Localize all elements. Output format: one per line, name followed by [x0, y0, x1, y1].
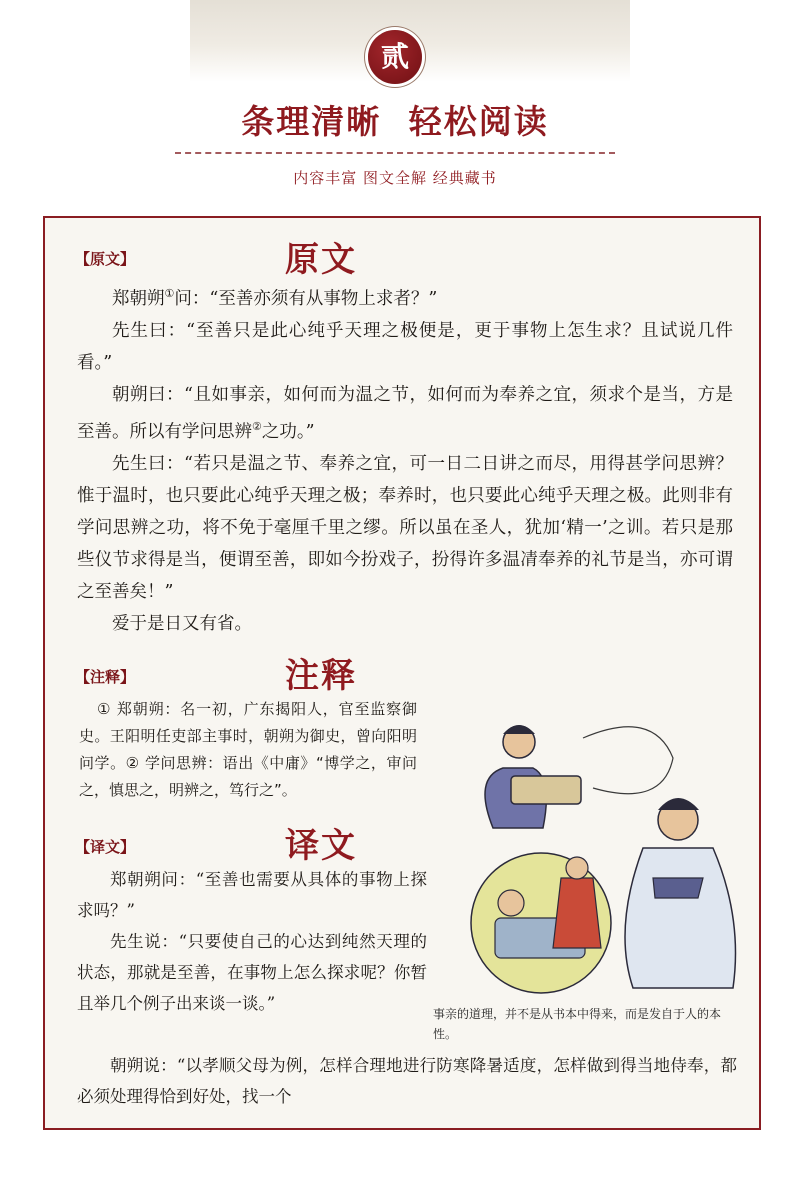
scholar-reading-figure: [485, 725, 673, 828]
content-frame: [43, 216, 761, 1130]
translation-paragraph: 郑朝朔问：“至善也需要从具体的事物上探求吗？”: [77, 870, 427, 920]
original-paragraph: 先生曰：“若只是温之节、奉养之宜，可一日二日讲之而尽，用得甚学问思辨？惟于温时，也只要此心纯乎天理之极；奉养时，也只要此心纯乎天理之极。此则非有学问思辨之功，将不免于毫厘千里之缪。所以虽在圣人，犹加‘精一’之训。若只是那些仪节求得是当，便谓至善，即如今扮戏子，扮得许多温凊奉养的礼节是当，亦可谓之至善矣！”: [77, 453, 733, 602]
chapter-badge: 贰: [368, 30, 422, 84]
notes-tag: 【注释】: [75, 668, 136, 686]
standing-scholar-figure: [625, 798, 736, 988]
translation-text-wide: [77, 1050, 737, 1112]
translation-paragraph: 朝朔说：“以孝顺父母为例，怎样合理地进行防寒降暑适度，怎样做到得当地侍奉，都必须处理得恰到好处，找一个: [77, 1056, 737, 1106]
illustration-figures: [433, 698, 753, 998]
translation-title: 译文: [285, 826, 357, 866]
notes-paragraph: ① 郑朝朔：名一初，广东揭阳人，官至监察御史。王阳明任吏部主事时，朝朔为御史，曾向阳明问学。② 学问思辨：语出《中庸》“博学之，审问之，慎思之，明辨之，笃行之”。: [79, 700, 417, 799]
original-paragraph: 爱于是日又有省。: [112, 613, 252, 634]
translation-paragraph: 先生说：“只要使自己的心达到纯然天理的状态，那就是至善，在事物上怎么探求呢？你暂且举几个例子出来谈一谈。”: [77, 932, 427, 1013]
notes-text: [79, 696, 417, 804]
original-paragraph: 先生曰：“至善只是此心纯乎天理之极便是，更于事物上怎生求？且试说几件看。”: [77, 320, 733, 373]
original-text: [77, 278, 733, 640]
original-paragraph: 郑朝朔①问：“至善亦须有从事物上求者？”: [112, 287, 438, 309]
original-tag: 【原文】: [75, 250, 136, 268]
page-title: 条理清晰 轻松阅读: [241, 102, 549, 141]
dashed-divider: [175, 152, 615, 154]
original-title: 原文: [285, 240, 357, 280]
notes-title: 注释: [285, 656, 357, 696]
original-paragraph: 朝朔曰：“且如事亲，如何而为温之节，如何而为奉养之宜，须求个是当，方是至善。所以有学问思辨②之功。”: [77, 384, 733, 442]
translation-tag: 【译文】: [75, 838, 136, 856]
caring-for-parent-scene: [471, 853, 611, 993]
page-subtitle: 内容丰富 图文全解 经典藏书: [293, 169, 497, 187]
illustration-caption: 事亲的道理，并不是从书本中得来，而是发自于人的本性。: [433, 1007, 722, 1041]
translation-text: [77, 864, 427, 1019]
